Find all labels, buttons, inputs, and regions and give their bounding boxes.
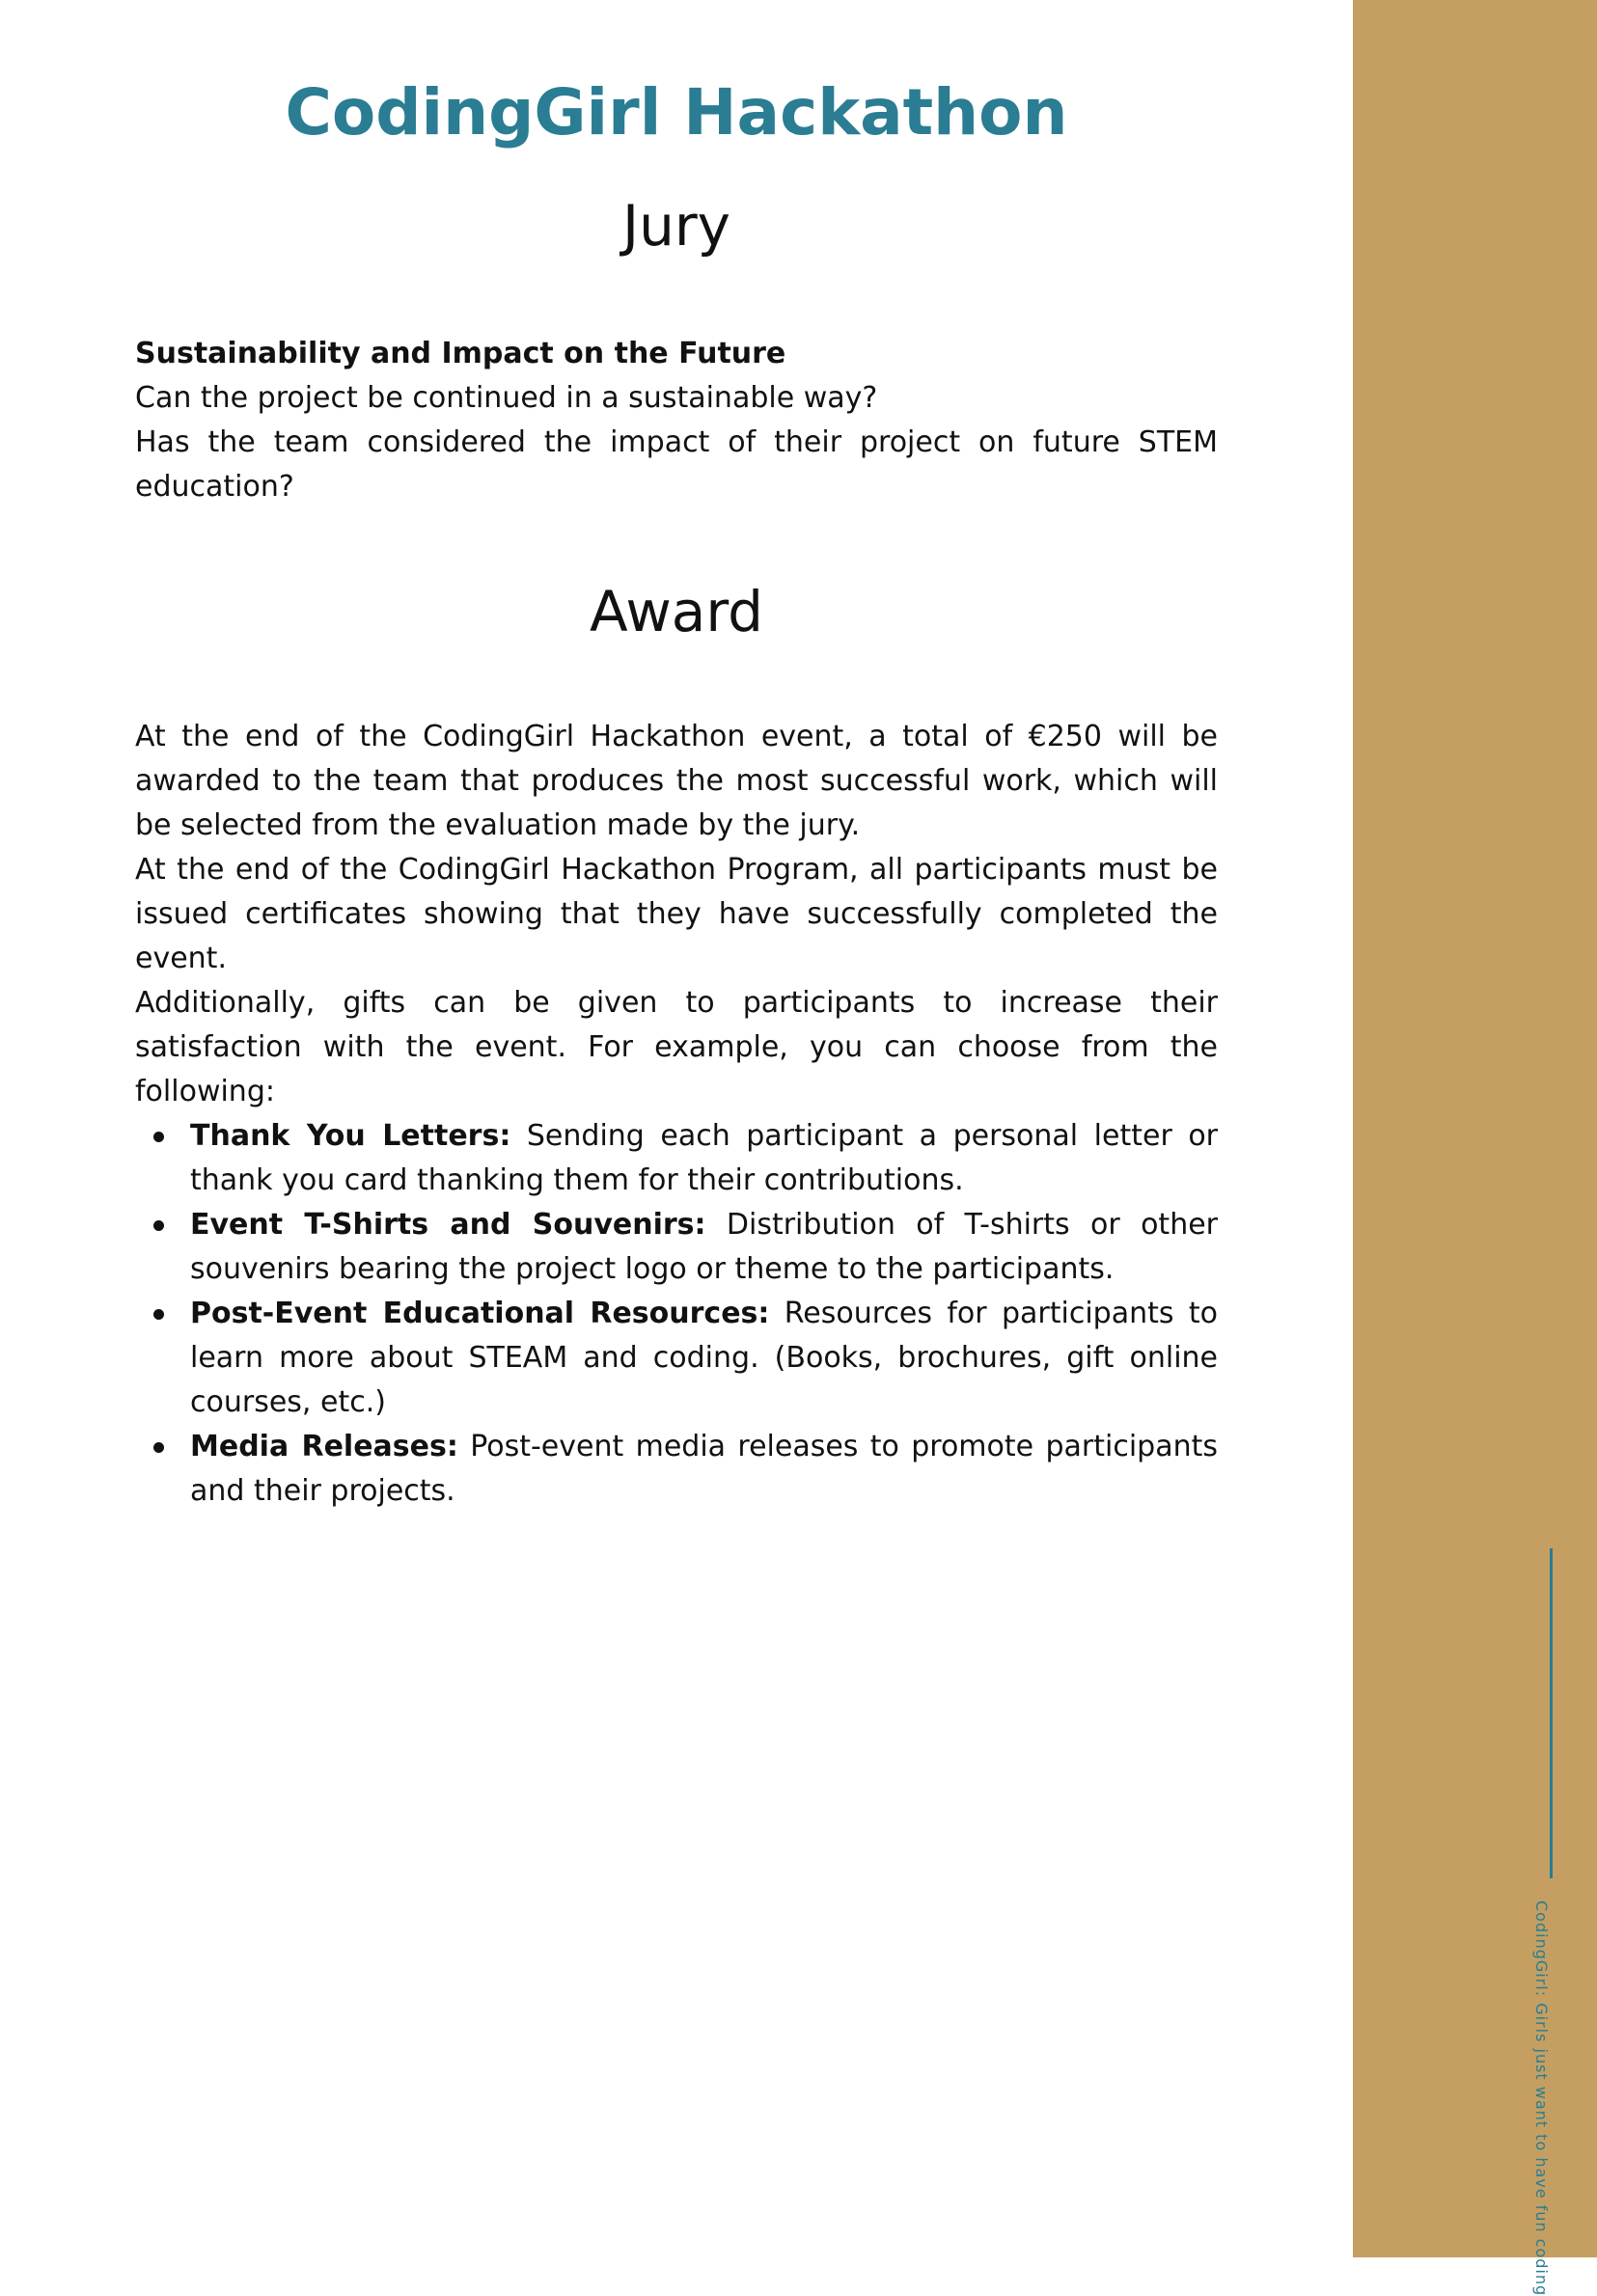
jury-subheading: Sustainability and Impact on the Future	[135, 337, 786, 370]
bullet-icon	[153, 1220, 164, 1231]
bullet-icon	[153, 1132, 164, 1142]
list-item-title: Media Releases:	[190, 1430, 458, 1463]
gift-list	[135, 1114, 1218, 1514]
sidebar-panel	[1353, 0, 1597, 2257]
award-paragraph: At the end of the CodingGirl Hackathon Program, all participants must be issued certificates showing that they have successfully completed the event.	[135, 853, 1218, 975]
award-paragraph: At the end of the CodingGirl Hackathon event, a total of €250 will be awarded to the team that produces the most successful work, which will be selected from the evaluation made by the jury.	[135, 720, 1218, 842]
award-section	[135, 715, 1218, 1514]
jury-heading: Jury	[621, 193, 731, 259]
list-item	[190, 1114, 1218, 1203]
list-item-text: Resources for participants to learn more about STEAM and coding. (Books, brochures, gift online courses, etc.)	[190, 1297, 1218, 1419]
list-item-text: Post-event media releases to promote participants and their projects.	[190, 1430, 1218, 1508]
list-item-title: Post-Event Educational Resources:	[190, 1297, 770, 1330]
bullet-icon	[153, 1309, 164, 1320]
list-item	[190, 1425, 1218, 1514]
jury-paragraph: Can the project be continued in a sustainable way?	[135, 381, 878, 415]
jury-paragraph: Has the team considered the impact of their project on future STEM education?	[135, 425, 1218, 504]
list-item-title: Thank You Letters:	[190, 1119, 511, 1153]
sidebar-tagline: CodingGirl: Girls just want to have fun coding	[1532, 1900, 1551, 2296]
sidebar-divider-line	[1550, 1548, 1553, 1878]
page-title: CodingGirl Hackathon	[285, 75, 1068, 150]
bullet-icon	[153, 1442, 164, 1453]
award-heading: Award	[590, 579, 763, 644]
list-item	[190, 1203, 1218, 1292]
list-item-text: Sending each participant a personal letter or thank you card thanking them for their contributions.	[190, 1119, 1219, 1197]
list-item	[190, 1292, 1218, 1425]
list-item-title: Event T-Shirts and Souvenirs:	[190, 1208, 706, 1242]
list-item-text: Distribution of T-shirts or other souvenirs bearing the project logo or theme to the participants.	[190, 1208, 1219, 1286]
award-paragraph: Additionally, gifts can be given to participants to increase their satisfaction with the event. For example, you can choose from the following:	[135, 986, 1218, 1108]
jury-section	[135, 332, 1218, 509]
